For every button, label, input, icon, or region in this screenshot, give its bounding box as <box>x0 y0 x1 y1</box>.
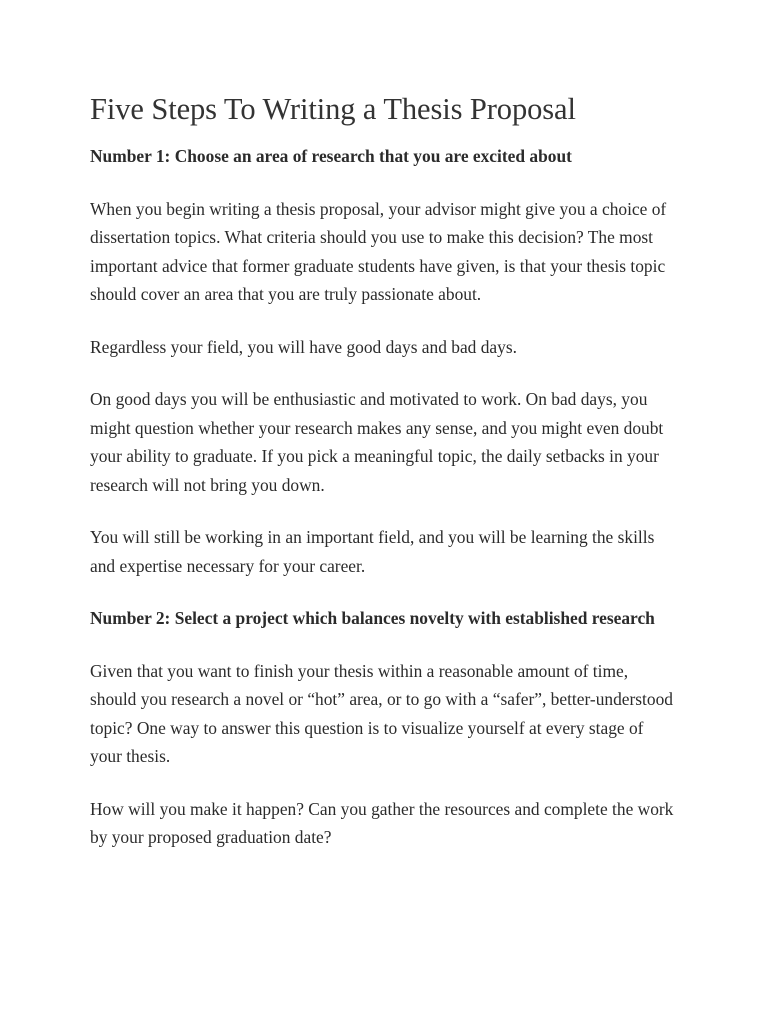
paragraph: Given that you want to finish your thesis within a reasonable amount of time, should you research a novel or “hot” area, or to go with a “safer”, better-understood topic? One way to answer this question is to visualize yourself at every stage of your thesis. <box>90 660 673 766</box>
document-title: Five Steps To Writing a Thesis Proposal <box>90 92 576 126</box>
section-heading: Number 1: Choose an area of research that you are excited about <box>90 146 572 166</box>
paragraph: When you begin writing a thesis proposal, your advisor might give you a choice of dissertation topics. What criteria should you use to make this decision? The most important advice that former graduate students have given, is that your thesis topic should cover an area that you are truly passionate about. <box>90 198 667 304</box>
section-1 <box>90 142 678 580</box>
paragraph: On good days you will be enthusiastic and motivated to work. On bad days, you might question whether your research makes any sense, and you might even doubt your ability to graduate. If you pick a meaningful topic, the daily setbacks in your research will not bring you down. <box>90 389 664 495</box>
section-heading: Number 2: Select a project which balances novelty with established research <box>90 608 655 628</box>
section-2 <box>90 604 678 852</box>
paragraph: Regardless your field, you will have good days and bad days. <box>90 336 517 357</box>
paragraph: You will still be working in an important field, and you will be learning the skills and expertise necessary for your career. <box>90 527 655 576</box>
paragraph: How will you make it happen? Can you gather the resources and complete the work by your proposed graduation date? <box>90 798 674 847</box>
